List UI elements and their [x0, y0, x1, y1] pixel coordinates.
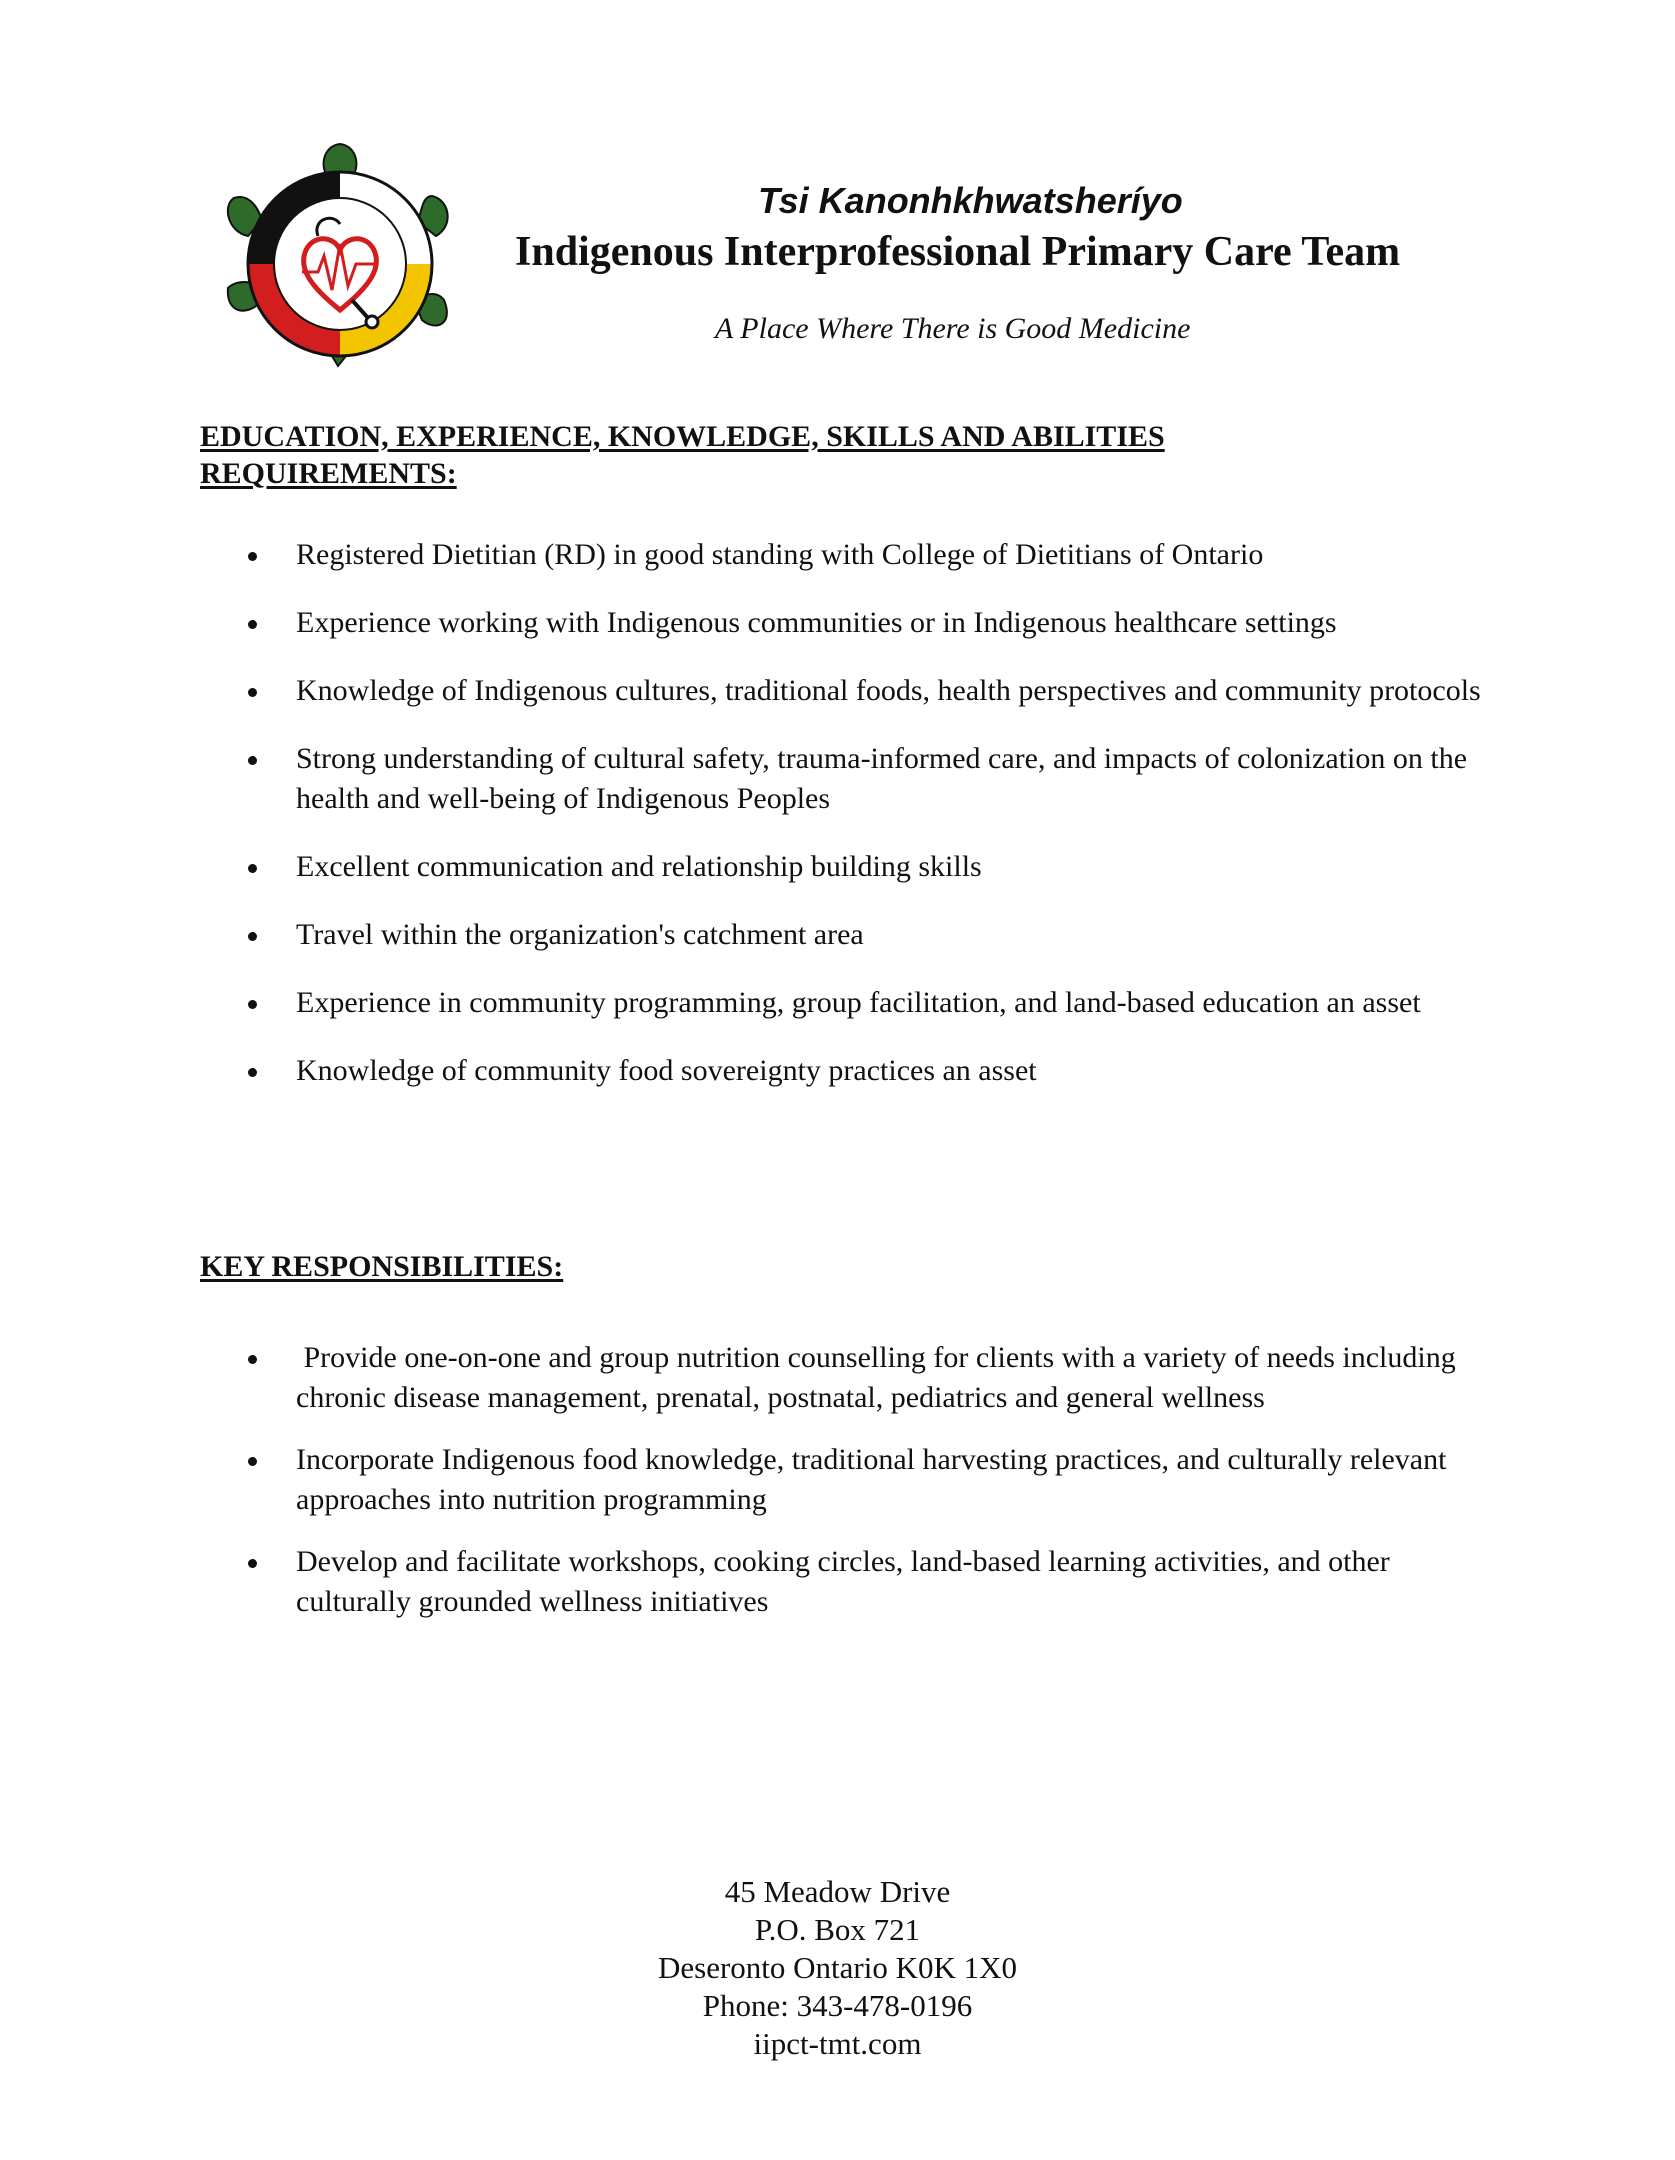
list-item: Travel within the organization's catchment area [200, 915, 1490, 955]
footer-street: 45 Meadow Drive [724, 1874, 951, 1909]
footer-address [0, 1873, 1675, 2063]
org-name-native: Tsi Kanonhkhwatsheríyo [758, 180, 1183, 221]
list-item: Knowledge of Indigenous cultures, traditional foods, health perspectives and community protocols [200, 671, 1490, 711]
requirements-heading [200, 418, 1165, 492]
bullet-icon [248, 552, 257, 561]
bullet-icon [248, 688, 257, 697]
bullet-icon [248, 1355, 257, 1364]
list-item: Registered Dietitian (RD) in good standing with College of Dietitians of Ontario [200, 535, 1490, 575]
bullet-icon [248, 864, 257, 873]
bullet-icon [248, 1559, 257, 1568]
footer-city: Deseronto Ontario K0K 1X0 [657, 1950, 1017, 1985]
list-item: Incorporate Indigenous food knowledge, traditional harvesting practices, and culturally relevant approaches into nutrition programming [200, 1440, 1490, 1520]
bullet-icon [248, 1000, 257, 1009]
list-item: Develop and facilitate workshops, cooking circles, land-based learning activities, and other culturally grounded wellness initiatives [200, 1542, 1490, 1622]
bullet-icon [248, 756, 257, 765]
bullet-icon [248, 1068, 257, 1077]
list-item: Knowledge of community food sovereignty practices an asset [200, 1051, 1490, 1091]
footer-website[interactable]: iipct-tmt.com [753, 2026, 922, 2061]
bullet-icon [248, 932, 257, 941]
list-item: Provide one-on-one and group nutrition counselling for clients with a variety of needs including chronic disease management, prenatal, postnatal, pediatrics and general wellness [200, 1338, 1490, 1418]
organization-logo [222, 140, 457, 370]
requirements-heading-line1: EDUCATION, EXPERIENCE, KNOWLEDGE, SKILLS AND ABILITIES [200, 420, 1165, 453]
requirements-heading-line2: REQUIREMENTS: [200, 457, 457, 490]
org-name: Indigenous Interprofessional Primary Care Team [515, 229, 1401, 275]
list-item: Strong understanding of cultural safety, trauma-informed care, and impacts of colonization on the health and well-being of Indigenous Peoples [200, 739, 1490, 819]
footer-phone: Phone: 343-478-0196 [702, 1988, 973, 2023]
requirements-list [200, 535, 1490, 1091]
turtle-medicine-wheel-logo-icon [222, 140, 457, 370]
tagline: A Place Where There is Good Medicine [715, 312, 1191, 345]
bullet-icon [248, 620, 257, 629]
responsibilities-list [200, 1338, 1490, 1622]
footer-po-box: P.O. Box 721 [754, 1912, 921, 1947]
list-item: Experience in community programming, group facilitation, and land-based education an asset [200, 983, 1490, 1023]
list-item: Excellent communication and relationship building skills [200, 847, 1490, 887]
bullet-icon [248, 1457, 257, 1466]
responsibilities-heading: KEY RESPONSIBILITIES: [200, 1250, 564, 1283]
list-item: Experience working with Indigenous communities or in Indigenous healthcare settings [200, 603, 1490, 643]
